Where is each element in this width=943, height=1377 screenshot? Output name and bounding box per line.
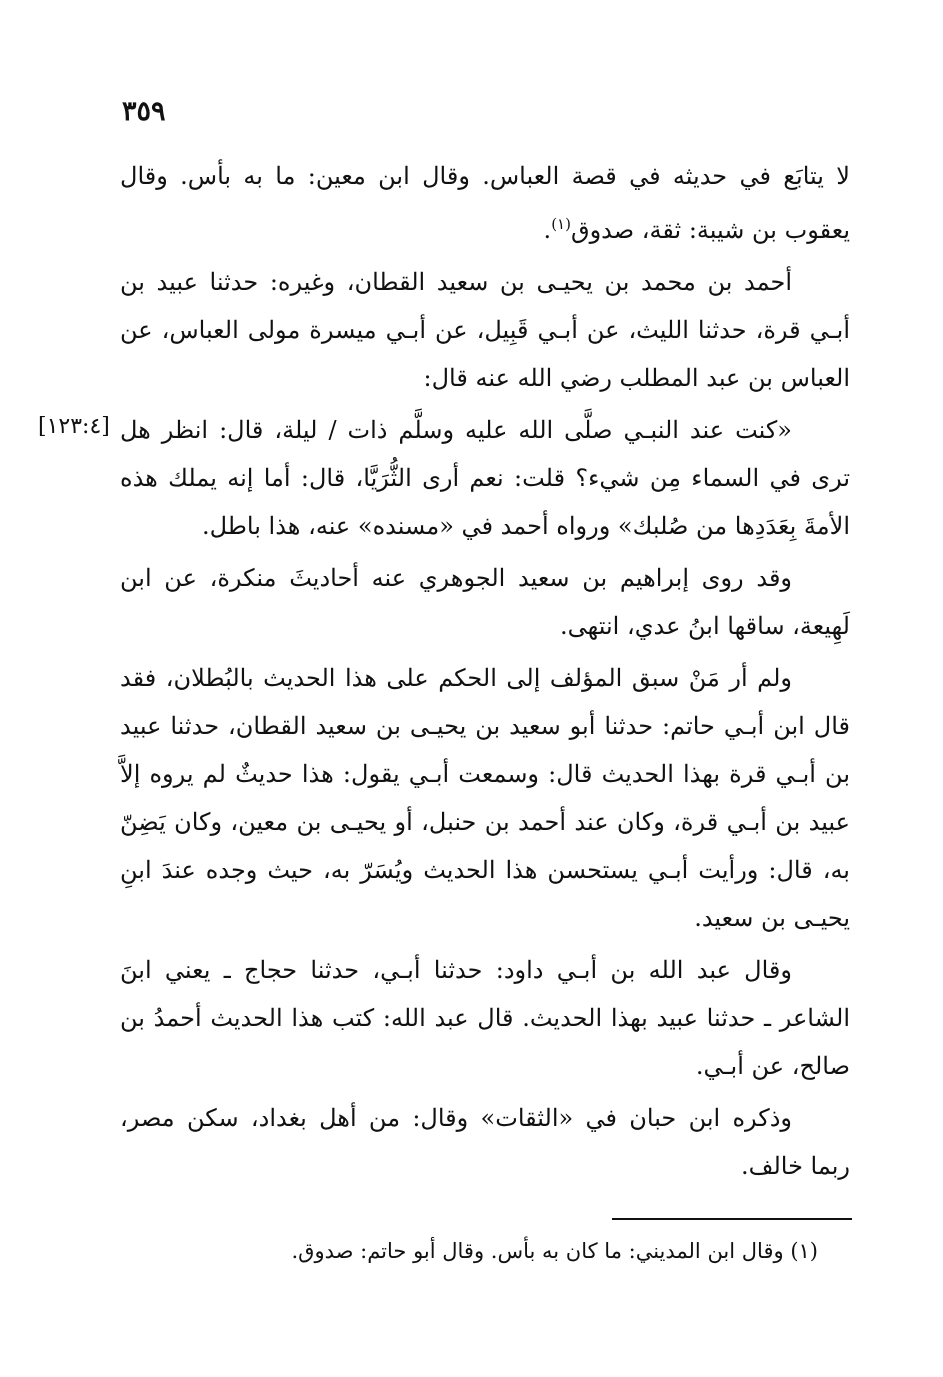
- footnote-marker: (١): [790, 1239, 818, 1263]
- paragraph: أحمد بن محمد بن يحيـى بن سعيد القطان، وغيره: حدثنا عبيد بن أبـي قرة، حدثنا الليث، عن أبـي قَبِيل، عن أبـي ميسرة مولى العباس، عن العباس بن عبد المطلب رضي الله عنه قال:: [120, 268, 850, 392]
- page-number: ٣٥٩: [122, 96, 166, 127]
- footnote-text: وقال ابن المديني: ما كان به بأس. وقال أبو حاتم: صدوق.: [291, 1239, 784, 1263]
- main-text: [38, 152, 850, 1194]
- footnote-divider: [612, 1218, 852, 1220]
- footnote: [120, 1234, 818, 1268]
- paragraph: ولم أر مَنْ سبق المؤلف إلى الحكم على هذا الحديث بالبُطلان، فقد قال ابن أبـي حاتم: حدثنا أبو سعيد بن يحيـى بن سعيد القطان، حدثنا عبيد بن أبـي قرة بهذا الحديث قال: وسمعت أبـي يقول: هذا حديثٌ لم يروه إلاَّ عبيد بن أبـي قرة، وكان عند أحمد بن حنبل، أو يحيـى بن معين، وكان يَضِنّ به، قال: ورأيت أبـي يستحسن هذا الحديث ويُسَرّ به، حيث وجده عندَ ابنِ يحيـى بن سعيد.: [120, 664, 850, 932]
- footnote-reference: (١): [551, 215, 571, 233]
- margin-reference: [١٢٣:٤]: [38, 414, 110, 439]
- paragraph: وقد روى إبراهيم بن سعيد الجوهري عنه أحاديثَ منكرة، عن ابن لَهِيعة، ساقها ابنُ عدي، انتهى.: [120, 564, 850, 640]
- paragraph: لا يتابَع في حديثه في قصة العباس. وقال ابن معين: ما به بأس. وقال يعقوب بن شيبة: ثقة، صدوق$^{(١)}$.: [120, 162, 850, 244]
- paragraph: وذكره ابن حبان في «الثقات» وقال: من أهل بغداد، سكن مصر، ربما خالف.: [120, 1104, 850, 1180]
- paragraph: «كنت عند النبـي صلَّى الله عليه وسلَّم ذات / ليلة، قال: انظر هل ترى في السماء مِن شيء؟ قلت: نعم أرى الثُّرَيَّا، قال: أما إنه يملك هذه الأمةَ بِعَدَدِها من صُلبك» ورواه أحمد في «مسنده» عنه، هذا باطل.: [120, 416, 850, 540]
- paragraph-text: لا يتابَع في حديثه في قصة العباس. وقال ابن معين: ما به بأس. وقال يعقوب بن شيبة: ثقة، صدوق: [120, 162, 850, 244]
- paragraph: وقال عبد الله بن أبـي داود: حدثنا أبـي، حدثنا حجاج ـ يعني ابنَ الشاعر ـ حدثنا عبيد بهذا الحديث. قال عبد الله: كتب هذا الحديث أحمدُ بن صالح، عن أبـي.: [120, 956, 850, 1080]
